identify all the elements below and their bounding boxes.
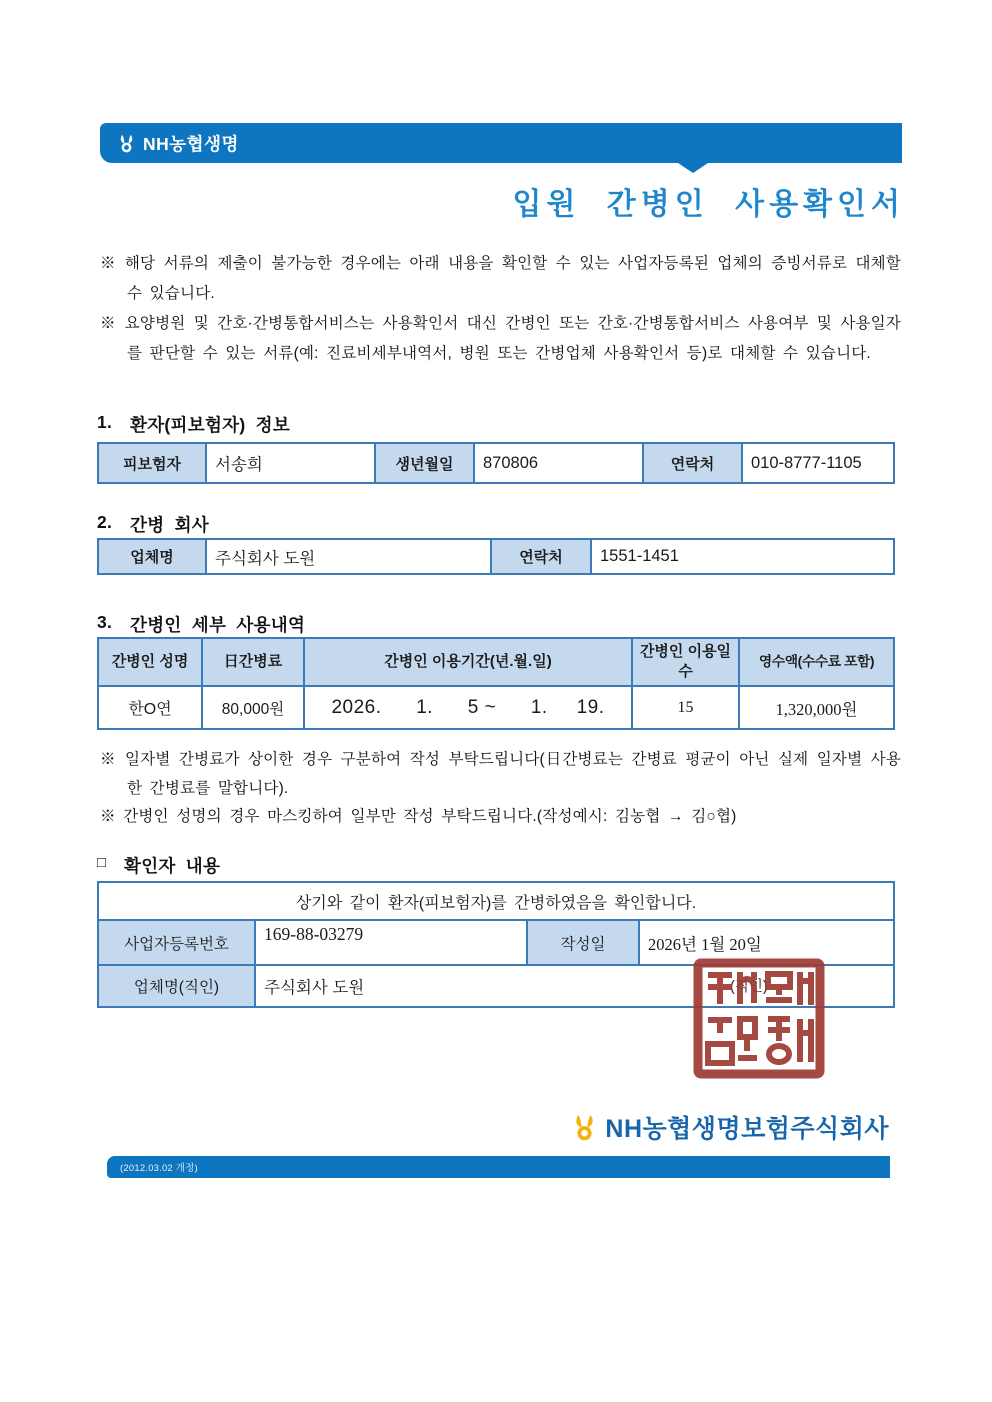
seal-placeholder-text: (직인) <box>730 979 768 995</box>
nh-sprout-icon <box>117 134 136 153</box>
section3-number: 3. <box>97 612 113 632</box>
contact-value: 010-8777-1105 <box>742 443 894 483</box>
company-seal-stamp <box>692 957 826 1080</box>
note-line: ※ 요양병원 및 간호·간병통합서비스는 사용확인서 대신 간병인 또는 간호·간병통합서비스 사용여부 및 사용일자를 판단할 수 있는 서류(예: 진료비세부내역서, 병원 또는 간병업체 사용확인서 등)로 대체할 수 있습니다. <box>100 315 901 362</box>
note-line: ※ 간병인 성명의 경우 마스킹하여 일부만 작성 부탁드립니다.(작성예시: 김농협 → 김○협) <box>100 808 737 825</box>
company-seal-label: 업체명(직인) <box>98 965 255 1007</box>
bottom-brand-logo <box>571 1109 889 1145</box>
usage-period-header: 간병인 이용기간(년.월.일) <box>304 638 632 686</box>
checkbox-square-icon: □ <box>97 854 107 871</box>
company-seal-value: 주식회사 도원 <box>255 965 894 1007</box>
section1-number: 1. <box>97 412 113 432</box>
section2-title: 간병 회사 <box>130 515 209 535</box>
section2-number: 2. <box>97 512 113 532</box>
receipt-amount-header: 영수액(수수료 포함) <box>739 638 894 686</box>
written-date-label: 작성일 <box>527 920 639 965</box>
confirmation-statement: 상기와 같이 환자(피보험자)를 간병하였음을 확인합니다. <box>98 882 894 920</box>
care-company-table <box>97 538 895 575</box>
section1-heading <box>97 412 290 437</box>
contact-label: 연락처 <box>643 443 742 483</box>
company-name-label: 업체명 <box>98 539 206 574</box>
section2-heading <box>97 512 209 537</box>
top-notes <box>100 249 901 369</box>
bottom-notes <box>100 746 901 832</box>
bottom-logo-text: NH농협생명보험주식회사 <box>605 1115 889 1143</box>
business-number-value: 169-88-03279 <box>255 920 527 965</box>
written-date-value: 2026년 1월 20일 <box>639 920 894 965</box>
footer-bar <box>107 1156 890 1178</box>
top-brand-bar <box>100 123 902 163</box>
page-title: 입원 간병인 사용확인서 <box>512 188 905 221</box>
care-detail-table <box>97 637 895 730</box>
section1-title: 환자(피보험자) 정보 <box>130 415 291 435</box>
top-logo-text: NH농협생명 <box>143 133 239 154</box>
note-line: ※ 해당 서류의 제출이 불가능한 경우에는 아래 내용을 확인할 수 있는 사업자등록된 업체의 증빙서류로 대체할 수 있습니다. <box>100 255 901 302</box>
daily-fee-header: 日간병료 <box>202 638 304 686</box>
company-contact-label: 연락처 <box>491 539 591 574</box>
birthdate-label: 생년월일 <box>375 443 474 483</box>
birthdate-value: 870806 <box>474 443 643 483</box>
note-line: ※ 일자별 간병료가 상이한 경우 구분하여 작성 부탁드립니다(日간병료는 간병료 평균이 아닌 실제 일자별 사용한 간병료를 말합니다). <box>100 751 901 797</box>
usage-period-value: 2026. 1. 5 ~ 1. 19. <box>304 686 632 729</box>
daily-fee-value: 80,000원 <box>202 686 304 729</box>
usage-days-value: 15 <box>632 686 739 729</box>
bar-notch-triangle <box>678 163 708 173</box>
caregiver-name-header: 간병인 성명 <box>98 638 202 686</box>
company-name-value: 주식회사 도원 <box>206 539 491 574</box>
nh-sprout-icon <box>571 1114 598 1141</box>
revision-text: (2012.03.02 개정) <box>120 1163 198 1174</box>
insured-label: 피보험자 <box>98 443 206 483</box>
section3-title: 간병인 세부 사용내역 <box>130 615 306 635</box>
caregiver-name-value: 한O연 <box>98 686 202 729</box>
receipt-amount-value: 1,320,000원 <box>739 686 894 729</box>
usage-days-header: 간병인 이용일수 <box>632 638 739 686</box>
insured-value: 서송희 <box>206 443 375 483</box>
patient-info-table <box>97 442 895 484</box>
section3-heading <box>97 612 305 637</box>
company-contact-value: 1551-1451 <box>591 539 894 574</box>
business-number-label: 사업자등록번호 <box>98 920 255 965</box>
confirmer-title: 확인자 내용 <box>124 856 221 876</box>
confirmer-heading <box>97 853 220 878</box>
